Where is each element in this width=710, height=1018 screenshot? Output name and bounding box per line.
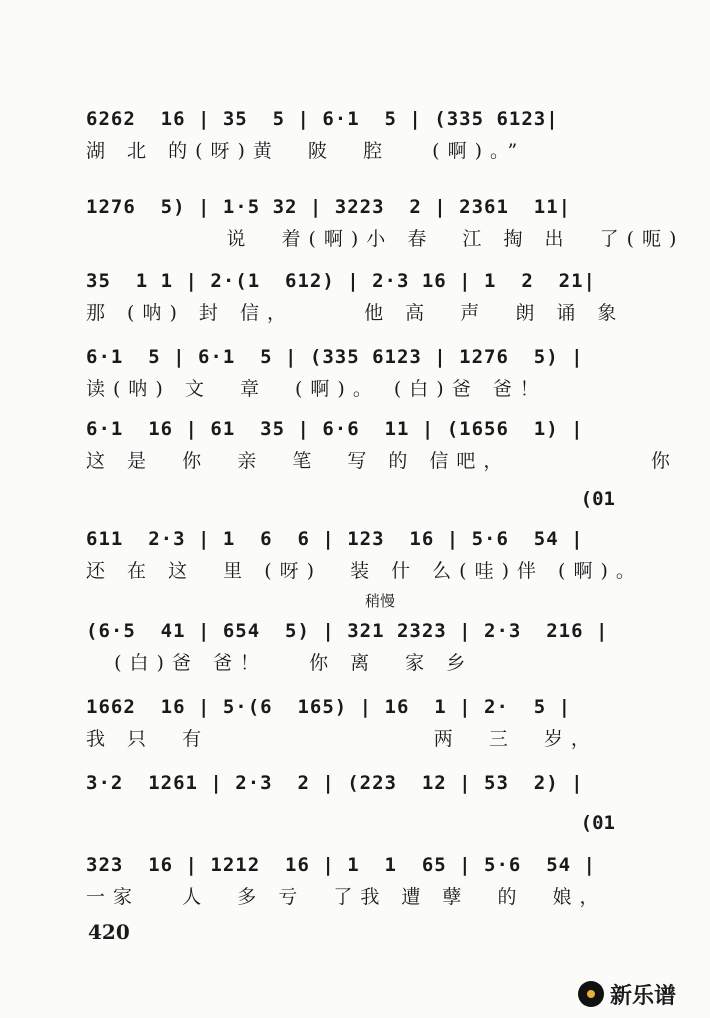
score-line-3 [86,262,625,332]
notation-line: 6·1 5 | 6·1 5 | (335 6123 | 1276 5) | [86,346,584,368]
notation-line: 6·1 16 | 61 35 | 6·6 11 | (1656 1) | [86,418,584,440]
notation-line: 6262 16 | 35 5 | 6·1 5 | (335 6123| [86,108,559,130]
site-logo [578,976,702,1012]
lyric-line: (白)爸 爸！ 你 离 家 乡 [86,652,474,674]
lyric-line: 湖 北 的(呀)黄 陂 腔 (啊)。” [86,140,526,162]
lyric-line: 一家 人 多 亏 了我 遭 孽 的 娘， [86,886,607,908]
notation-line: 35 1 1 | 2·(1 612) | 2·3 16 | 1 2 21| [86,270,596,292]
notation-line: 323 16 | 1212 16 | 1 1 65 | 5·6 54 | [86,854,596,876]
lyric-line: 还 在 这 里 (呀) 装 什 么(哇)伴 (啊)。 [86,560,643,582]
logo-text: 新乐谱 [610,983,677,1009]
score-line-1 [86,100,620,170]
record-disc-icon [578,981,604,1007]
lyric-line: 那 (呐) 封 信， 他 高 声 朗 诵 象 [86,302,625,324]
notation-line: 3·2 1261 | 2·3 2 | (223 12 | 53 2) | [86,772,584,794]
lyric-line: 读(呐) 文 章 (啊)。 (白)爸 爸！ [86,378,547,400]
score-line-7 [86,612,620,682]
score-line-2 [86,188,685,258]
notation-line: 611 2·3 | 1 6 6 | 123 16 | 5·6 54 | [86,528,584,550]
score-line-8 [86,688,620,758]
score-line-5 [86,410,678,480]
score-line-6 [86,520,643,590]
notation-line: 1662 16 | 5·(6 165) | 16 1 | 2· 5 | [86,696,572,718]
score-line-10 [86,846,620,916]
score-line-9 [86,764,620,834]
notation-line: (6·5 41 | 654 5) | 321 2323 | 2·3 216 | [86,620,609,642]
page-number: 420 [88,920,130,944]
score-line-4 [86,338,620,408]
pickup-notes: (01 [580,812,615,834]
tempo-mark: 稍慢 [365,592,396,610]
lyric-line: 说 着(啊)小 春 江 掏 出 了(呃) [86,228,685,250]
lyric-line [86,800,620,828]
lyric-line: 这 是 你 亲 笔 写 的 信吧， 你 [86,450,678,472]
notation-line: 1276 5) | 1·5 32 | 3223 2 | 2361 11| [86,196,572,218]
pickup-notes: (01 [580,488,615,510]
lyric-line: 我 只 有 两 三 岁， [86,728,598,750]
